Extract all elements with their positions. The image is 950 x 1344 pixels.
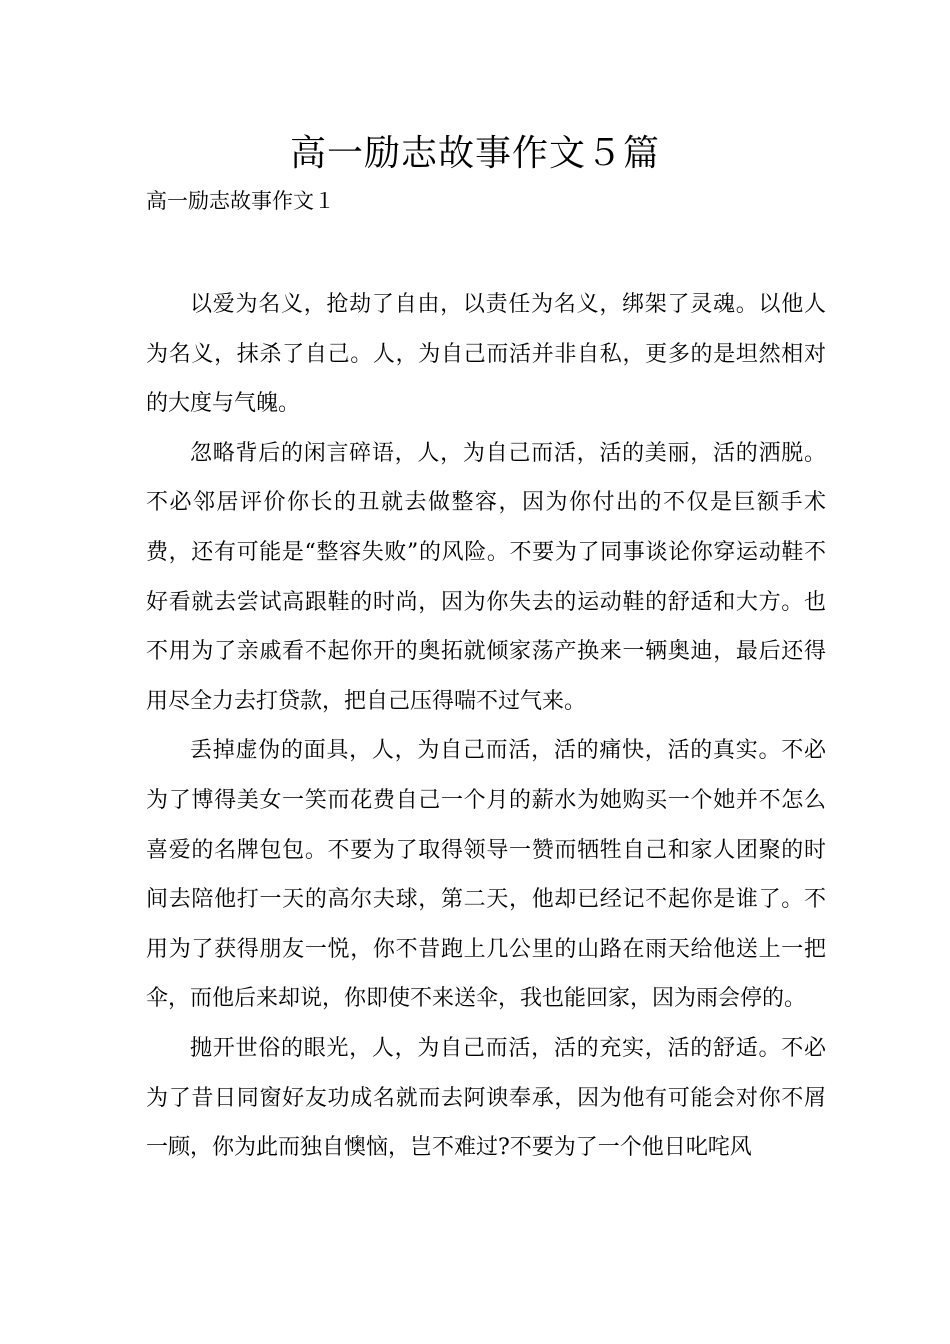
document-title: 高一励志故事作文５篇: [289, 133, 660, 174]
paragraph-1: 以爱为名义，抢劫了自由，以责任为名义，绑架了灵魂。以他人为名义，抹杀了自己。人，为自己而活并非自私，更多的是坦然相对的大度与气魄。: [146, 292, 826, 417]
paragraph-4: 抛开世俗的眼光，人，为自己而活，活的充实，活的舒适。不必为了昔日同窗好友功成名就而去阿谀奉承，因为他有可能会对你不屑一顾，你为此而独自懊恼，岂不难过?不要为了一个他日叱咤风: [146, 1035, 826, 1161]
paragraph-3: 丢掉虚伪的面具，人，为自己而活，活的痛快，活的真实。不必为了博得美女一笑而花费自己一个月的薪水为她购买一个她并不怎么喜爱的名牌包包。不要为了取得领导一赞而牺牲自己和家人团聚的时间去陪他打一天的高尔夫球，第二天，他却已经记不起你是谁了。不用为了获得朋友一悦，你不昔跑上几公里的山路在雨天给他送上一把伞，而他后来却说，你即使不来送伞，我也能回家，因为雨会停的。: [146, 738, 826, 1012]
document-subtitle: 高一励志故事作文１: [146, 189, 335, 213]
paragraph-2: 忽略背后的闲言碎语，人，为自己而活，活的美丽，活的洒脱。不必邻居评价你长的丑就去做整容，因为你付出的不仅是巨额手术费，还有可能是“整容失败”的风险。不要为了同事谈论你穿运动鞋不好看就去尝试高跟鞋的时尚，因为你失去的运动鞋的舒适和大方。也不用为了亲戚看不起你开的奥拓就倾家荡产换来一辆奥迪，最后还得用尽全力去打贷款，把自己压得喘不过气来。: [146, 440, 826, 714]
document-body: [146, 280, 826, 1173]
